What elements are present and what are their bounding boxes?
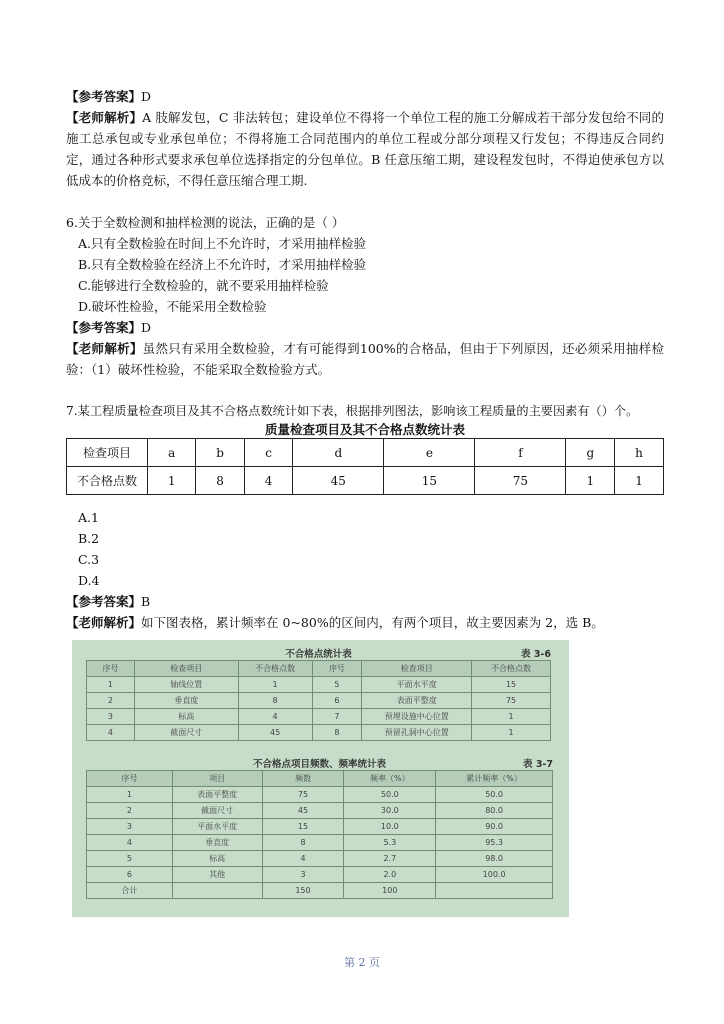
- figure-table-number: 表 3-7: [523, 759, 553, 770]
- table-cell: 8: [196, 467, 245, 495]
- table-cell: 45: [238, 725, 312, 741]
- table-cell: 2.7: [344, 851, 436, 867]
- q7-option-a: A.1: [78, 510, 99, 525]
- document-body: [66, 86, 664, 633]
- table-cell: 2.0: [344, 867, 436, 883]
- table-cell: 1: [472, 725, 551, 741]
- table-cell: d: [293, 439, 384, 467]
- figure-table-3-7: [86, 756, 553, 899]
- table-row: [67, 467, 664, 495]
- table-cell: b: [196, 439, 245, 467]
- table-cell: 90.0: [436, 819, 553, 835]
- table-row: [87, 883, 553, 899]
- table-cell: 垂直度: [134, 693, 238, 709]
- table-cell: 95.3: [436, 835, 553, 851]
- table-cell: 100: [344, 883, 436, 899]
- table-header-cell: 频数: [262, 771, 344, 787]
- table-cell: 45: [293, 467, 384, 495]
- q6-answer: 【参考答案】D: [66, 320, 152, 335]
- table-cell: 45: [262, 803, 344, 819]
- q7-table-title: 质量检查项目及其不合格点数统计表: [264, 422, 465, 437]
- table-cell: 平面水平度: [362, 677, 472, 693]
- figure-table-number: 表 3-6: [521, 649, 551, 660]
- table-cell: f: [475, 439, 566, 467]
- table-cell: [172, 883, 262, 899]
- table-row: [87, 835, 553, 851]
- table-row: [87, 725, 551, 741]
- table-cell: 3: [87, 709, 135, 725]
- table-cell: 1: [148, 467, 196, 495]
- table-cell: 标高: [172, 851, 262, 867]
- table-cell: 4: [238, 709, 312, 725]
- table-cell: 100.0: [436, 867, 553, 883]
- table-cell: 预埋设施中心位置: [362, 709, 472, 725]
- table-cell: 轴线位置: [134, 677, 238, 693]
- table-cell: 3: [262, 867, 344, 883]
- table-cell: 75: [472, 693, 551, 709]
- table-header-cell: 序号: [87, 661, 135, 677]
- table-cell: 98.0: [436, 851, 553, 867]
- table-cell: 10.0: [344, 819, 436, 835]
- table-cell: 5: [87, 851, 173, 867]
- table-cell: 50.0: [344, 787, 436, 803]
- table-cell: 1: [87, 787, 173, 803]
- q5-analysis: 【老师解析】A 肢解发包，C 非法转包；建设单位不得将一个单位工程的施工分解成若干部分发包给不同的施工总承包或专业承包单位；不得将施工合同范围内的单位工程或分部分项程又行发包；不得违反合同约定，通过各种形式要求承包单位选择指定的分包单位。B 任意压缩工期，建设程发包时，不得迫使承包方以低成本的价格竞标，不得任意压缩合理工期.: [66, 110, 664, 188]
- table-cell: 其他: [172, 867, 262, 883]
- table-cell: g: [566, 439, 615, 467]
- q7-analysis: 【老师解析】如下图表格，累计频率在 0~80%的区间内，有两个项目，故主要因素为 2，选 B。: [66, 615, 604, 630]
- table-header-row: [87, 771, 553, 787]
- table-header-cell: 频率（%）: [344, 771, 436, 787]
- table-cell: 1: [238, 677, 312, 693]
- q6-analysis: 【老师解析】虽然只有采用全数检验，才有可能得到100%的合格品，但由于下列原因，还必须采用抽样检验：（1）破坏性检验，不能采取全数检验方式。: [66, 341, 664, 377]
- table-cell: 4: [87, 725, 135, 741]
- table-cell: 15: [472, 677, 551, 693]
- table-cell: 75: [475, 467, 566, 495]
- table-row: [87, 693, 551, 709]
- table-cell: 4: [262, 851, 344, 867]
- table-cell: 2: [87, 693, 135, 709]
- figure-table-title: 不合格点统计表: [285, 649, 352, 660]
- table-cell: 80.0: [436, 803, 553, 819]
- table-cell: 3: [87, 819, 173, 835]
- table-cell: 8: [312, 725, 362, 741]
- table-cell: 8: [262, 835, 344, 851]
- table-cell: 6: [312, 693, 362, 709]
- table-row: [87, 677, 551, 693]
- q7-table: [66, 438, 664, 495]
- q6-option-a: A.只有全数检验在时间上不允许时，才采用抽样检验: [78, 236, 367, 251]
- figure-table-3-6: [86, 646, 551, 741]
- table-cell: 8: [238, 693, 312, 709]
- q5-answer: 【参考答案】D: [66, 89, 152, 104]
- q7-option-d: D.4: [78, 573, 100, 588]
- q6-option-b: B.只有全数检验在经济上不允许时，才采用抽样检验: [78, 257, 367, 272]
- table-header-cell: 累计频率（%）: [436, 771, 553, 787]
- table-header-cell: 检查项目: [134, 661, 238, 677]
- q7-option-c: C.3: [78, 552, 100, 567]
- table-cell: 截面尺寸: [172, 803, 262, 819]
- table-row-label: 检查项目: [67, 439, 148, 467]
- table-header-cell: 序号: [312, 661, 362, 677]
- table-cell: e: [384, 439, 475, 467]
- table-cell: 1: [566, 467, 615, 495]
- table-cell: 7: [312, 709, 362, 725]
- q6-question: 6.关于全数检测和抽样检测的说法，正确的是（ ）: [66, 215, 345, 230]
- table-cell: 1: [615, 467, 664, 495]
- table-cell: 30.0: [344, 803, 436, 819]
- table-header-cell: 序号: [87, 771, 173, 787]
- table-row: [87, 867, 553, 883]
- table-cell: 预留孔洞中心位置: [362, 725, 472, 741]
- table-row: [87, 709, 551, 725]
- figure-table-1: [86, 660, 551, 741]
- q7-option-b: B.2: [78, 531, 100, 546]
- table-cell: c: [244, 439, 292, 467]
- table-header-cell: 不合格点数: [472, 661, 551, 677]
- table-cell: 50.0: [436, 787, 553, 803]
- table-cell: 1: [472, 709, 551, 725]
- table-cell: h: [615, 439, 664, 467]
- table-cell: 75: [262, 787, 344, 803]
- table-row: [87, 803, 553, 819]
- table-cell: a: [148, 439, 196, 467]
- table-cell: 合计: [87, 883, 173, 899]
- table-cell: 表面平整度: [172, 787, 262, 803]
- table-header-cell: 不合格点数: [238, 661, 312, 677]
- q7-answer: 【参考答案】B: [66, 594, 151, 609]
- table-row: [87, 851, 553, 867]
- table-cell: 截面尺寸: [134, 725, 238, 741]
- table-cell: 4: [87, 835, 173, 851]
- table-cell: 15: [384, 467, 475, 495]
- page-number: 第 2 页: [344, 956, 380, 969]
- table-cell: 15: [262, 819, 344, 835]
- table-row: [87, 819, 553, 835]
- table-row: [67, 439, 664, 467]
- statistics-figure: [72, 640, 569, 917]
- table-row-label: 不合格点数: [67, 467, 148, 495]
- table-cell: 5.3: [344, 835, 436, 851]
- table-cell: [436, 883, 553, 899]
- table-cell: 150: [262, 883, 344, 899]
- figure-table-title: 不合格点项目频数、频率统计表: [252, 759, 386, 770]
- table-cell: 表面平整度: [362, 693, 472, 709]
- q7-question: 7.某工程质量检查项目及其不合格点数统计如下表，根据排列图法，影响该工程质量的主要因素有（）个。: [66, 404, 639, 418]
- table-header-cell: 检查项目: [362, 661, 472, 677]
- table-header-cell: 项目: [172, 771, 262, 787]
- table-cell: 1: [87, 677, 135, 693]
- figure-table-2: [86, 770, 553, 899]
- table-cell: 标高: [134, 709, 238, 725]
- q6-option-d: D.破坏性检验，不能采用全数检验: [78, 299, 267, 314]
- table-row: [87, 787, 553, 803]
- table-cell: 垂直度: [172, 835, 262, 851]
- table-cell: 6: [87, 867, 173, 883]
- table-cell: 4: [244, 467, 292, 495]
- table-cell: 平面水平度: [172, 819, 262, 835]
- q6-option-c: C.能够进行全数检验的，就不要采用抽样检验: [78, 278, 329, 293]
- table-cell: 5: [312, 677, 362, 693]
- table-cell: 2: [87, 803, 173, 819]
- table-header-row: [87, 661, 551, 677]
